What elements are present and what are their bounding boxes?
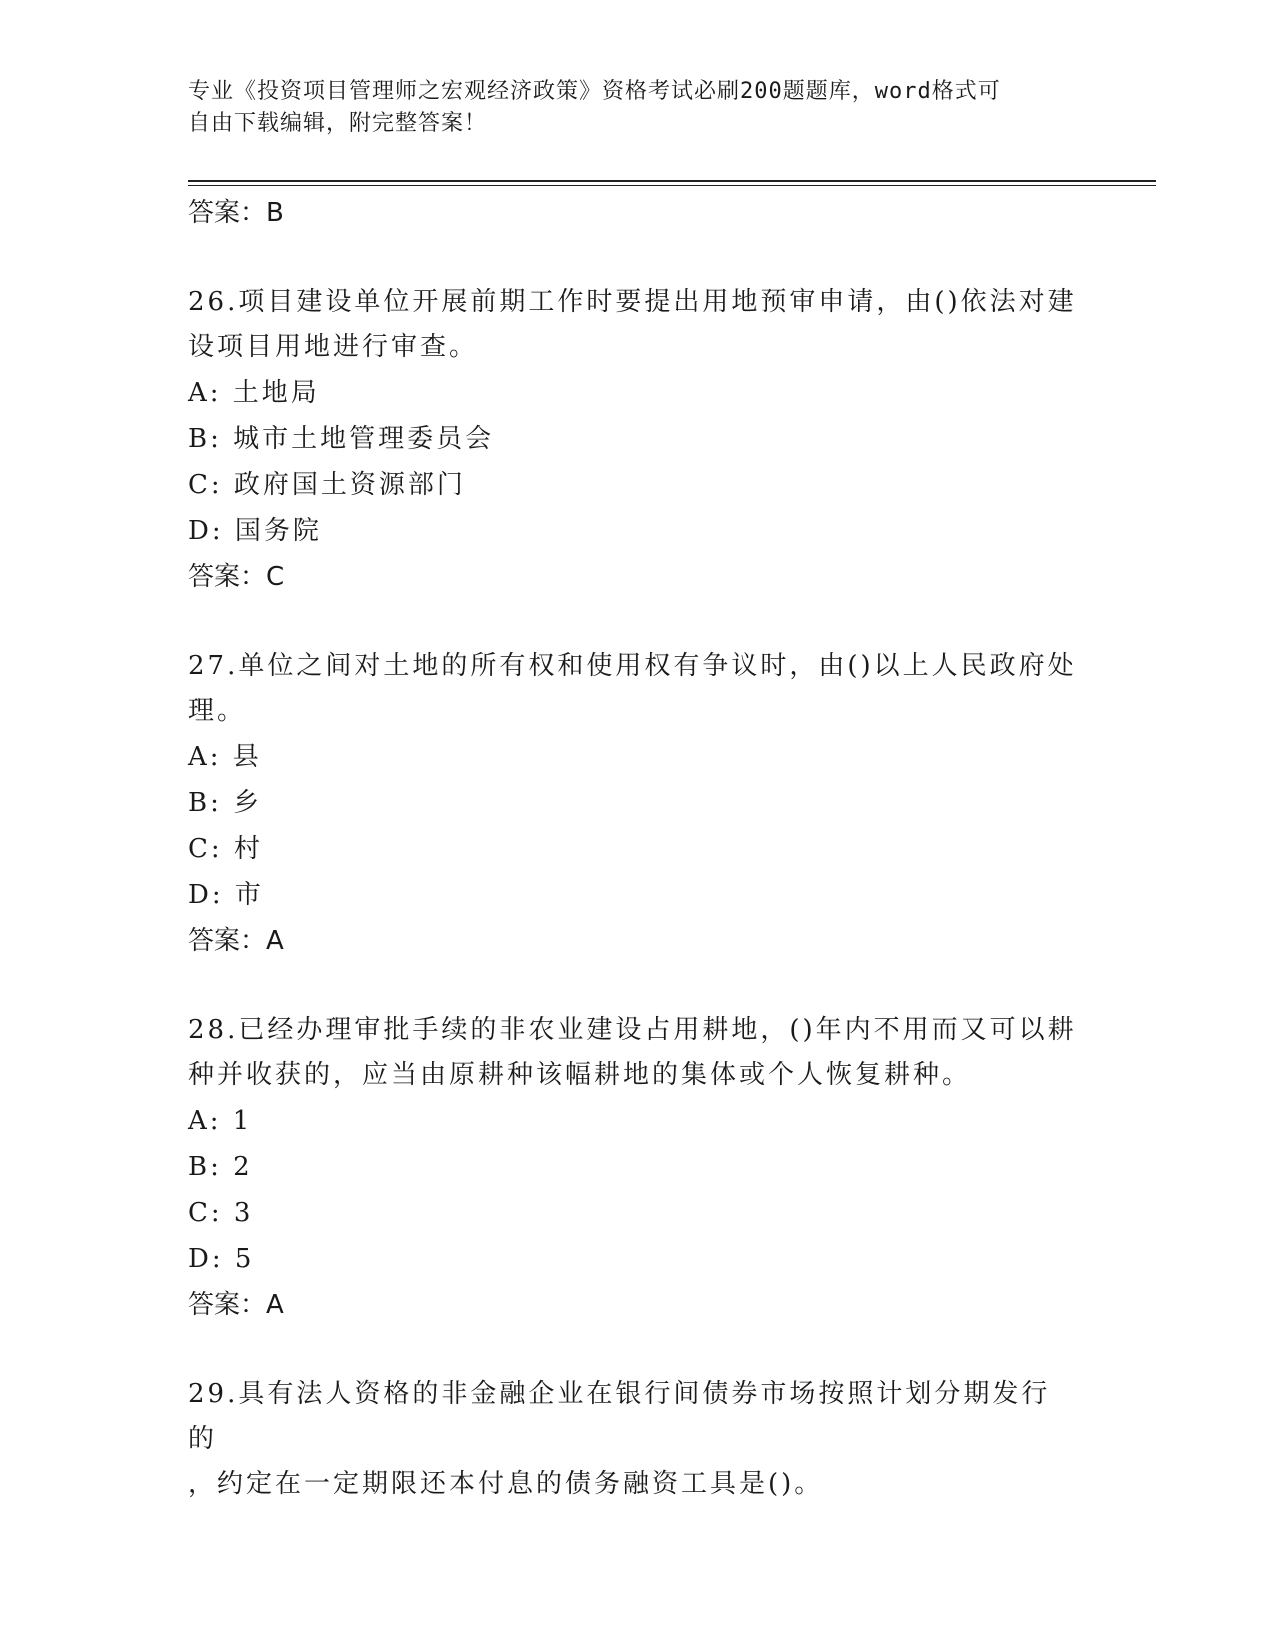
option-b: B: 城市土地管理委员会	[188, 424, 495, 454]
question-text-line: 理。	[188, 696, 247, 726]
option-d: D: 国务院	[188, 516, 322, 546]
question-text-line: 29.具有法人资格的非金融企业在银行间债券市场按照计划分期发行的	[188, 1379, 1051, 1454]
question-text-line: 28.已经办理审批手续的非农业建设占用耕地，()年内不用而又可以耕	[188, 1015, 1077, 1045]
question-text-line: 27.单位之间对土地的所有权和使用权有争议时，由()以上人民政府处	[188, 651, 1077, 681]
answer-line: 答案：C	[188, 562, 285, 592]
question-28	[188, 1008, 1088, 1328]
question-text	[188, 1372, 1078, 1507]
header-line-1: 专业《投资项目管理师之宏观经济政策》资格考试必刷200题题库，word格式可	[188, 79, 1001, 104]
option-c: C: 村	[188, 834, 263, 864]
option-d: D: 5	[188, 1244, 255, 1274]
page-header	[188, 76, 1068, 140]
answer-line: 答案：A	[188, 926, 284, 956]
option-d: D: 市	[188, 880, 264, 910]
option-a: A: 土地局	[188, 378, 320, 408]
question-27	[188, 644, 1088, 964]
question-29	[188, 1372, 1088, 1507]
question-text	[188, 1008, 1078, 1098]
answer-line: 答案：B	[188, 198, 284, 228]
option-c: C: 政府国土资源部门	[188, 470, 466, 500]
header-line-2: 自由下载编辑，附完整答案！	[188, 111, 488, 136]
option-b: B: 2	[188, 1152, 253, 1182]
question-text-line: 种并收获的，应当由原耕种该幅耕地的集体或个人恢复耕种。	[188, 1060, 972, 1090]
question-text-line: 设项目用地进行审查。	[188, 332, 479, 362]
question-text-line: 26.项目建设单位开展前期工作时要提出用地预审申请，由()依法对建	[188, 287, 1077, 317]
question-list	[188, 190, 1088, 1507]
answer-line: 答案：A	[188, 1290, 284, 1320]
option-a: A: 1	[188, 1106, 253, 1136]
question-26	[188, 280, 1088, 600]
header-rule-thick	[188, 180, 1156, 182]
option-b: B: 乡	[188, 788, 263, 818]
question-text	[188, 280, 1078, 370]
option-a: A: 县	[188, 742, 262, 772]
question-text-line: ，约定在一定期限还本付息的债务融资工具是()。	[188, 1469, 824, 1499]
question-text	[188, 644, 1078, 734]
option-c: C: 3	[188, 1198, 254, 1228]
header-rule-thin	[188, 185, 1156, 186]
